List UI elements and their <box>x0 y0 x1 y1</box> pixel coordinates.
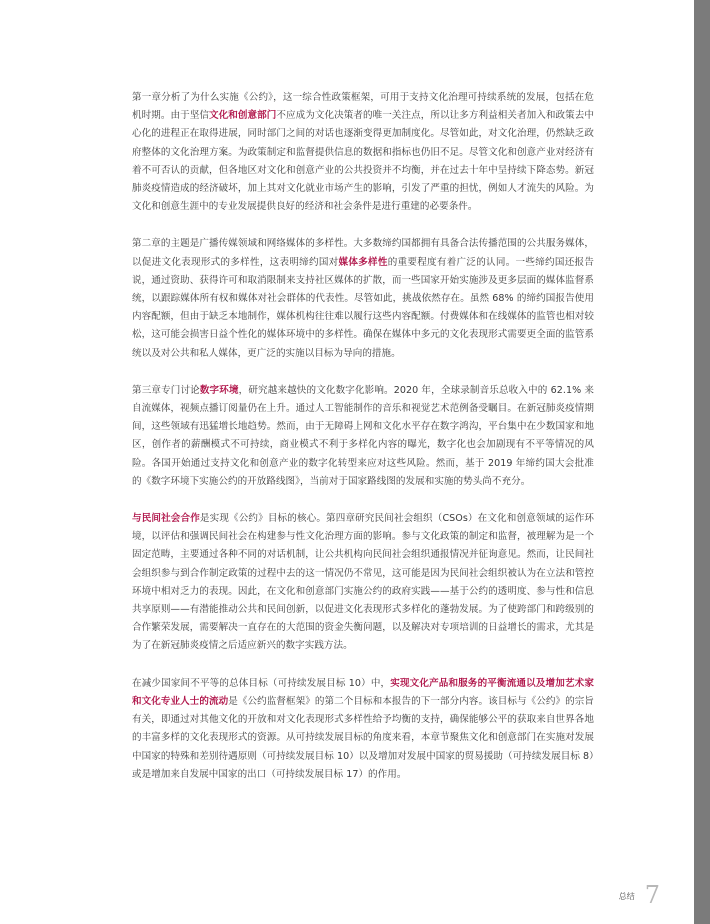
paragraph-text: 是《公约监督框架》的第二个目标和本报告的下一部分内容。该目标与《公约》的宗旨有关，即通过对其他文化的开放和对文化表现形式多样性给予均衡的支持，确保能够公平的获取来自世界各地的丰富多样的文化表现形式的资源。从可持续发展目标的角度来看，本章节聚焦文化和创意部门在实施对发展中国家的特殊和差别待遇原则（可持续发展目标 10）以及增加对发展中国家的贸易援助（可持续发展目标 8）或是增加来自发展中国家的出口（可持续发展目标 17）的作用。 <box>132 695 594 780</box>
paragraph-text: 第一章分析了为什么实施《公约》，这一综合性政策框架，可用于支持文化治理可持续系统的发展，包括在危机时期。由于坚信 <box>132 92 594 122</box>
summary-body <box>132 89 594 803</box>
paragraph-chapter-1 <box>132 89 594 216</box>
paragraph-chapter-2 <box>132 235 594 362</box>
paragraph-text: ，研究越来越快的文化数字化影响。2020 年，全球录制音乐总收入中的 62.1% 来自流媒体，视频点播订阅量仍在上升。通过人工智能制作的音乐和视觉艺术范例备受瞩目。在新冠肺炎疫情期间，这些领域有迅猛增长地趋势。然而，由于无障碍上网和文化水平存在数字鸿沟，平台集中在少数国家和地区，创作者的薪酬模式不可持续，商业模式不利于多样化内容的曝光，数字化也会加剧现有不平等情况的风险。各国开始通过支持文化和创意产业的数字化转型来应对这些风险。然而，基于 2019 年缔约国大会批准的《数字环境下实施公约的开放路线图》，当前对于国家路线图的发展和实施的势头尚不充分。 <box>132 384 594 487</box>
paragraph-text: 是实现《公约》目标的核心。第四章研究民间社会组织（CSOs）在文化和创意领域的运作环境，以评估和强调民间社会在构建参与性文化治理方面的影响。参与文化政策的制定和监督，被理解为是一个固定范畴，主要通过各种不同的对话机制，让公共机构向民间社会组织通报情况并征询意见。然而，让民间社会组织参与到合作制定政策的过程中去的这一情况仍不常见，这可能是因为民间社会组织被认为在立法和管控环境中相对乏力的表现。因此，在文化和创意部门实施公约的政府实践——基于公约的透明度、参与性和信息共享原则——有潜能推动公共和民间创新，以促进文化表现形式多样化的蓬勃发展。为了使跨部门和跨级别的合作繁荣发展，需要解决一直存在的大范围的资金失衡问题，以及解决对专项培训的日益增长的需求，尤其是为了在新冠肺炎疫情之后适应新兴的数字实践方法。 <box>132 513 594 652</box>
paragraph-goal-2 <box>132 675 594 784</box>
paragraph-text: 第三章专门讨论 <box>132 384 200 396</box>
highlight-term: 文化和创意部门 <box>209 110 277 122</box>
paragraph-text: 第二章的主题是广播传媒领域和网络媒体的多样性。大多数缔约国都拥有具备合法传播范围的公共服务媒体，以促进文化表现形式的多样性，这表明缔约国对 <box>132 238 594 268</box>
paragraph-text: 在减少国家间不平等的总体目标（可持续发展目标 10）中， <box>132 677 391 689</box>
section-label: 总结 <box>618 892 635 901</box>
paragraph-chapter-4 <box>132 510 594 656</box>
highlight-term: 媒体多样性 <box>338 256 388 268</box>
highlight-term: 与民间社会合作 <box>132 513 200 525</box>
highlight-term: 实现文化产品和服务的平衡流通以及增加艺术家和文化专业人士的流动 <box>132 677 594 707</box>
highlight-term: 数字环境 <box>199 384 239 396</box>
paragraph-text: 的重要程度有着广泛的认同。一些缔约国还报告说，通过资助、获得许可和取消限制来支持社区媒体的扩散，而一些国家开始实施涉及更多层面的媒体监督系统，以跟踪媒体所有权和媒体对社会群体的代表性。尽管如此，挑战依然存在。虽然 68% 的缔约国报告使用内容配额，但由于缺乏本地制作，媒体机构往往难以履行这些内容配额。付费媒体和在线媒体的监管也相对较松，这可能会损害日益个性化的媒体环境中的多样性。确保在媒体中多元的文化表现形式需要更全面的监管系统以及对公共和私人媒体，更广泛的实施以目标为导向的措施。 <box>132 256 594 359</box>
side-color-strip <box>694 0 710 924</box>
page-footer <box>619 883 660 907</box>
paragraph-text: 不应成为文化决策者的唯一关注点，所以让多方利益相关者加入和政策去中心化的进程正在取得进展，同时部门之间的对话也逐渐变得更加制度化。尽管如此，对文化治理，仍然缺乏政府整体的文化治理方案。为政策制定和监督提供信息的数据和指标也仍旧不足。尽管文化和创意产业对经济有着不可否认的贡献，但各地区对文化和创意产业的公共投资并不均衡，并在过去十年中呈持续下降态势。新冠肺炎疫情造成的经济破坏，加上其对文化就业市场产生的影响，引发了严重的担忧，例如人才流失的风险。为文化和创意生涯中的专业发展提供良好的经济和社会条件是进行重建的必要条件。 <box>132 110 594 213</box>
paragraph-chapter-3 <box>132 382 594 491</box>
page-number: 7 <box>644 881 660 909</box>
